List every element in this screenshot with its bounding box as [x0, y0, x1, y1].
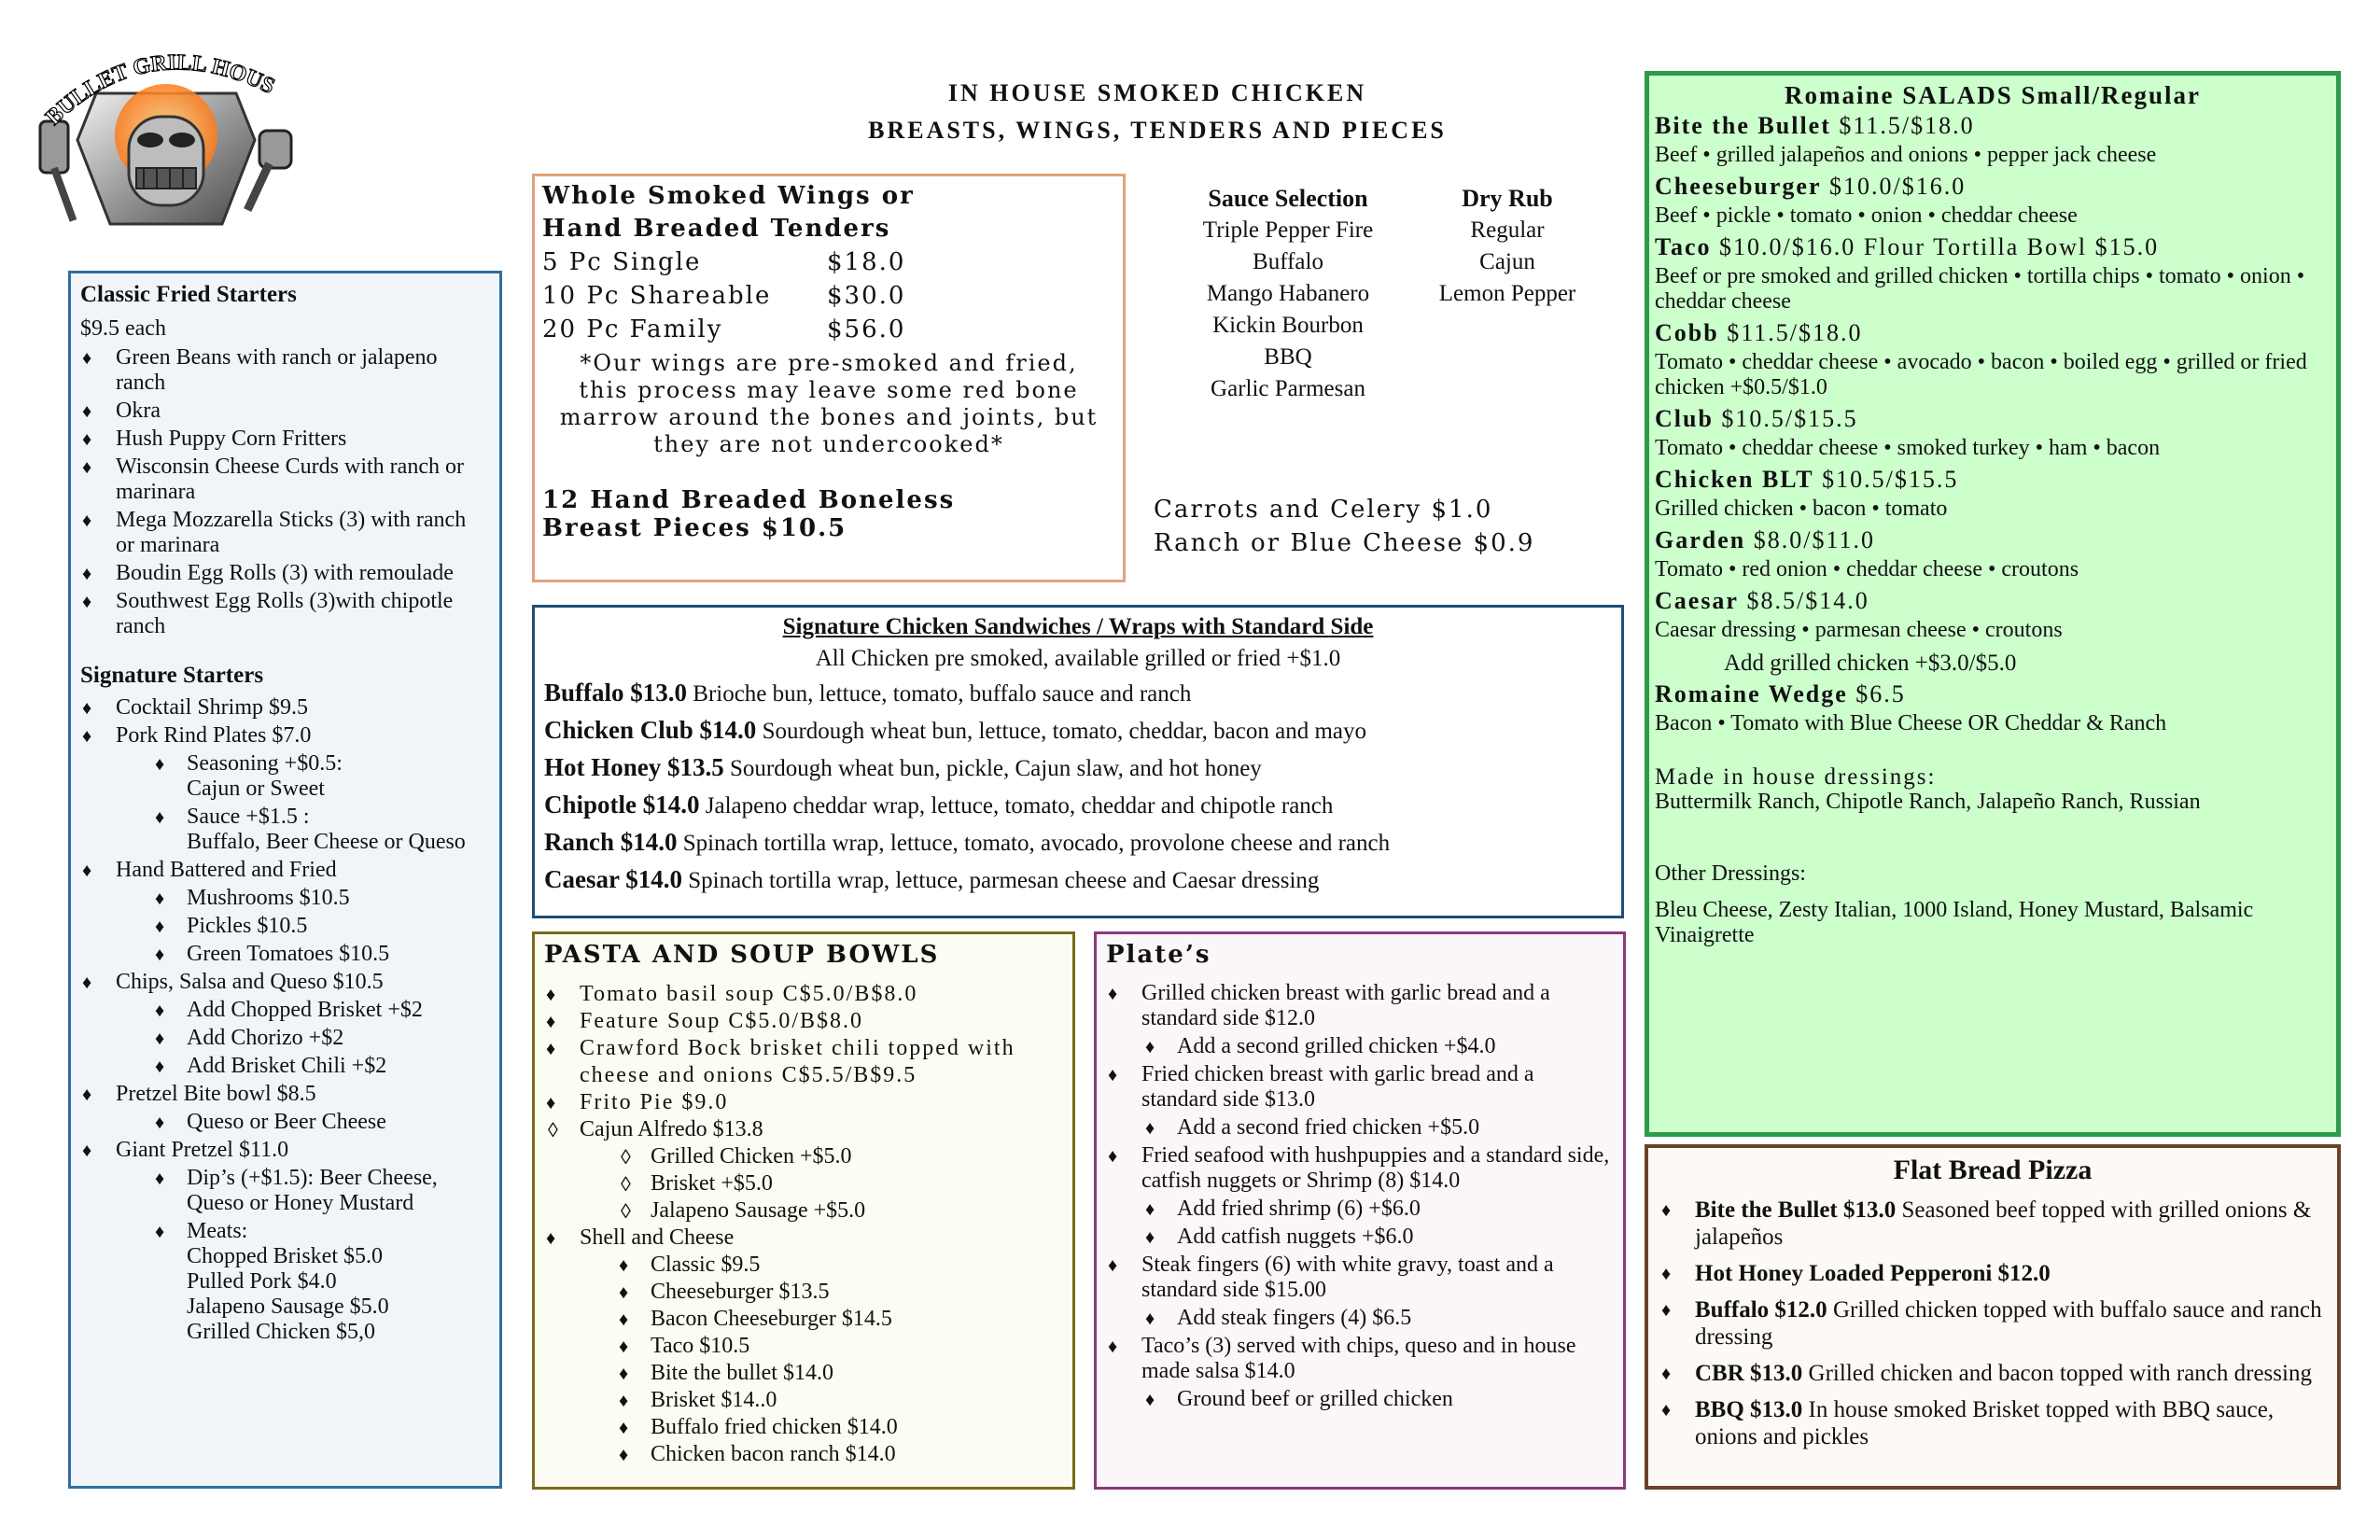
salad-item — [1655, 678, 2331, 711]
salad-desc: Tomato • cheddar cheese • smoked turkey • ham • bacon — [1655, 436, 2161, 460]
sauce-options: Buffalo, Beer Cheese or Queso — [187, 830, 466, 854]
list-item: ♦ Hush Puppy Corn Fritters — [80, 427, 490, 452]
sauce-item: Buffalo — [1253, 249, 1323, 274]
list-item — [1659, 1260, 2326, 1287]
list-item: ♦ Bite the bullet $14.0 — [544, 1360, 1063, 1387]
sandwich-desc: Brioche bun, lettuce, tomato, buffalo sauce and ranch — [687, 681, 1192, 707]
salad-name: Chicken BLT — [1655, 466, 1814, 493]
pizza-title: Flat Bread Pizza — [1893, 1155, 2093, 1185]
list-item: ♦ Crawford Bock brisket chili topped with cheese and onions C$5.5/B$9.5 — [544, 1035, 1063, 1089]
list-item: ♦ Ground beef or grilled chicken — [1106, 1387, 1614, 1412]
list-item: ♦ Add catfish nuggets +$6.0 — [1106, 1225, 1614, 1250]
salad-name: Caesar — [1655, 587, 1739, 614]
salad-item — [1655, 402, 2331, 436]
plates-section — [1094, 931, 1626, 1490]
salad-item — [1655, 316, 2331, 350]
list-item: ♦ Feature Soup C$5.0/B$8.0 — [544, 1008, 1063, 1035]
list-item: ♦ Add a second fried chicken +$5.0 — [1106, 1115, 1614, 1141]
pasta-title: PASTA AND SOUP BOWLS — [544, 941, 940, 969]
sandwich-item — [544, 824, 1612, 861]
sauce-column — [1148, 183, 1428, 405]
list-item: ♦ Queso or Beer Cheese — [80, 1110, 490, 1135]
salad-price: $10.5/$15.5 — [1813, 466, 1959, 493]
list-item: ♦ Fried chicken breast with garlic bread and a standard side $13.0 — [1106, 1062, 1614, 1113]
list-item: ♦ Dip’s (+$1.5): Beer Cheese, Queso or Honey Mustard — [80, 1166, 490, 1216]
salad-name: Cobb — [1655, 319, 1719, 346]
list-item — [1659, 1396, 2326, 1450]
salad-desc: Beef or pre smoked and grilled chicken • tortilla chips • tomato • onion • cheddar cheese — [1655, 264, 2305, 314]
list-item — [1659, 1296, 2326, 1351]
pizza-name: BBQ $13.0 — [1695, 1397, 1803, 1422]
list-item: ♦ Pickles $10.5 — [80, 914, 490, 939]
list-item: ♦ Boudin Egg Rolls (3) with remoulade — [80, 561, 490, 586]
wings-price: $56.0 — [827, 315, 906, 343]
salads-section — [1645, 71, 2341, 1137]
boneless-line-1: 12 Hand Breaded Boneless — [542, 486, 956, 514]
list-item: ♦ Green Beans with ranch or jalapeno ranch — [80, 345, 490, 396]
logo-text: BULLET GRILL HOUS — [41, 50, 279, 131]
sandwich-name: Hot Honey $13.5 — [544, 753, 724, 781]
rub-column — [1400, 183, 1615, 310]
sandwich-name: Chipotle $14.0 — [544, 791, 700, 819]
sandwich-name: Buffalo $13.0 — [544, 679, 688, 707]
wings-section — [532, 174, 1126, 582]
list-item: ♦ Bacon Cheeseburger $14.5 — [544, 1306, 1063, 1333]
list-item: ♦ Frito Pie $9.0 — [544, 1089, 1063, 1116]
plates-title: Plate’s — [1106, 941, 1211, 969]
list-item: ♦ Pork Rind Plates $7.0 — [80, 723, 490, 749]
wings-row — [542, 279, 1115, 313]
signature-starters-list — [80, 695, 490, 1345]
sandwich-desc: Jalapeno cheddar wrap, lettuce, tomato, cheddar and chipotle ranch — [699, 793, 1334, 819]
pizza-name: Hot Honey Loaded Pepperoni $12.0 — [1695, 1261, 2051, 1286]
salad-item — [1655, 109, 2331, 143]
meat-option: Jalapeno Sausage $5.0 — [187, 1295, 389, 1319]
list-item: ♦ Add Chopped Brisket +$2 — [80, 998, 490, 1023]
meat-option: Grilled Chicken $5,0 — [187, 1320, 375, 1344]
sandwich-desc: Sourdough wheat bun, pickle, Cajun slaw, and hot honey — [723, 756, 1262, 781]
sauce-item: Kickin Bourbon — [1212, 313, 1364, 338]
other-dressings-list: Bleu Cheese, Zesty Italian, 1000 Island, Honey Mustard, Balsamic Vinaigrette — [1655, 898, 2254, 947]
list-item: ♦ Cocktail Shrimp $9.5 — [80, 695, 490, 721]
plates-list — [1106, 981, 1614, 1412]
rub-item: Lemon Pepper — [1438, 281, 1576, 306]
salad-name: Garden — [1655, 526, 1746, 553]
list-item: ◊ Jalapeno Sausage +$5.0 — [544, 1197, 1063, 1225]
dressings-title: Made in house dressings: — [1655, 764, 1937, 790]
salad-desc: Tomato • cheddar cheese • avocado • bacon • boiled egg • grilled or fried chicken +$0.5/$1.0 — [1655, 350, 2307, 399]
sandwich-name: Chicken Club $14.0 — [544, 716, 757, 744]
sauce-item: Triple Pepper Fire — [1202, 217, 1374, 243]
classic-price: $9.5 each — [80, 316, 166, 341]
wings-note: *Our wings are pre-smoked and fried, this process may leave some red bone marrow around the bones and joints, but they are not undercooked* — [559, 350, 1099, 457]
list-item: ♦ Brisket $14..0 — [544, 1387, 1063, 1414]
salad-desc: Bacon • Tomato with Blue Cheese OR Cheddar & Ranch — [1655, 711, 2167, 735]
list-item: ♦ Southwest Egg Rolls (3)with chipotle ranch — [80, 589, 490, 639]
list-item: ♦ Mega Mozzarella Sticks (3) with ranch or marinara — [80, 508, 490, 558]
list-item — [1659, 1360, 2326, 1387]
sandwich-name: Ranch $14.0 — [544, 828, 678, 856]
salad-name: Cheeseburger — [1655, 173, 1822, 200]
sandwich-item — [544, 712, 1612, 749]
salad-desc: Grilled chicken • bacon • tomato — [1655, 497, 1948, 521]
salad-name: Bite the Bullet — [1655, 112, 1831, 139]
sandwich-name: Caesar $14.0 — [544, 865, 682, 893]
list-item: ◊ Cajun Alfredo $13.8 — [544, 1116, 1063, 1143]
salad-desc: Tomato • red onion • cheddar cheese • croutons — [1655, 557, 2079, 581]
logo — [26, 37, 306, 243]
pizza-list — [1659, 1197, 2326, 1450]
salad-price: $8.5/$14.0 — [1738, 587, 1869, 614]
pizza-name: Buffalo $12.0 — [1695, 1297, 1827, 1323]
list-item: ♦ Add a second grilled chicken +$4.0 — [1106, 1034, 1614, 1059]
sandwich-item — [544, 787, 1612, 824]
salad-item — [1655, 463, 2331, 497]
rub-title: Dry Rub — [1462, 185, 1553, 212]
header-line-2: BREASTS, WINGS, TENDERS AND PIECES — [868, 117, 1447, 144]
list-item: ♦ Add Chorizo +$2 — [80, 1026, 490, 1051]
starters-section — [68, 271, 502, 1489]
list-item: ♦ Add fried shrimp (6) +$6.0 — [1106, 1197, 1614, 1222]
sauce-title: Sauce Selection — [1208, 185, 1368, 212]
pizza-section — [1645, 1144, 2341, 1490]
seasoning-options: Cajun or Sweet — [187, 777, 325, 801]
list-item: ♦ Chicken bacon ranch $14.0 — [544, 1441, 1063, 1468]
salad-desc: Caesar dressing • parmesan cheese • croutons — [1655, 618, 2063, 642]
sauce-item: BBQ — [1264, 344, 1312, 370]
sandwich-item — [544, 675, 1612, 712]
sandwiches-subtitle: All Chicken pre smoked, available grilled or fried +$1.0 — [815, 646, 1341, 671]
list-item: ♦ Classic $9.5 — [544, 1252, 1063, 1279]
wings-size: 10 Pc Shareable — [542, 282, 772, 310]
list-item: ♦ Fried seafood with hushpuppies and a standard side, catfish nuggets or Shrimp (8) $14.0 — [1106, 1143, 1614, 1194]
rub-item: Cajun — [1479, 249, 1535, 274]
list-item: ♦ Cheeseburger $13.5 — [544, 1279, 1063, 1306]
dip-line: Ranch or Blue Cheese $0.9 — [1154, 529, 1535, 557]
header-line-1: IN HOUSE SMOKED CHICKEN — [947, 79, 1367, 106]
sauce-item: Mango Habanero — [1206, 281, 1370, 306]
pizza-desc: Grilled chicken topped with buffalo sauce and ranch dressing — [1695, 1297, 2322, 1350]
list-item: ♦ Grilled chicken breast with garlic bread and a standard side $12.0 — [1106, 981, 1614, 1031]
sauce-item: Garlic Parmesan — [1211, 376, 1365, 401]
salad-price: $6.5 — [1847, 680, 1906, 707]
caesar-add: Add grilled chicken +$3.0/$5.0 — [1724, 651, 2017, 676]
sandwich-item — [544, 861, 1612, 899]
list-item: ♦ Pretzel Bite bowl $8.5 — [80, 1082, 490, 1107]
list-item: ♦ Add steak fingers (4) $6.5 — [1106, 1306, 1614, 1331]
meat-option: Chopped Brisket $5.0 — [187, 1244, 383, 1268]
boneless-line-2: Breast Pieces $10.5 — [542, 514, 847, 542]
extras — [1154, 493, 1534, 560]
list-item: ♦ Taco’s (3) served with chips, queso and in house made salsa $14.0 — [1106, 1334, 1614, 1384]
wings-title-2: Hand Breaded Tenders — [542, 215, 891, 243]
wings-row — [542, 245, 1115, 279]
wings-row — [542, 313, 1115, 346]
salad-item — [1655, 524, 2331, 557]
salad-price: $10.0/$16.0 — [1821, 173, 1967, 200]
dressings-list: Buttermilk Ranch, Chipotle Ranch, Jalapeño Ranch, Russian — [1655, 790, 2201, 814]
signature-starters-title: Signature Starters — [80, 663, 264, 688]
pizza-desc: Grilled chicken and bacon topped with ranch dressing — [1802, 1361, 2312, 1386]
classic-list — [80, 345, 490, 639]
salad-price: $10.0/$16.0 Flour Tortilla Bowl $15.0 — [1711, 233, 2160, 260]
meat-option: Pulled Pork $4.0 — [187, 1269, 337, 1294]
list-item: ♦ Add Brisket Chili +$2 — [80, 1054, 490, 1079]
rub-item: Regular — [1470, 217, 1545, 243]
page-header — [560, 75, 1755, 149]
sandwiches-section — [532, 605, 1624, 918]
wings-price: $30.0 — [827, 282, 906, 310]
salad-price: $8.0/$11.0 — [1745, 526, 1875, 553]
list-item: ♦ Green Tomatoes $10.5 — [80, 942, 490, 967]
list-item: ♦ Tomato basil soup C$5.0/B$8.0 — [544, 981, 1063, 1008]
wings-title-1: Whole Smoked Wings or — [542, 182, 915, 210]
salad-name: Romaine Wedge — [1655, 680, 1848, 707]
other-dressings-title: Other Dressings: — [1655, 861, 1806, 886]
classic-title: Classic Fried Starters — [80, 282, 297, 307]
pizza-name: CBR $13.0 — [1695, 1361, 1803, 1386]
wings-price: $18.0 — [827, 248, 906, 276]
list-item: ♦ Wisconsin Cheese Curds with ranch or marinara — [80, 455, 490, 505]
list-item — [80, 1219, 490, 1345]
salad-desc: Beef • grilled jalapeños and onions • pepper jack cheese — [1655, 143, 2157, 167]
salad-name: Club — [1655, 405, 1714, 432]
list-item: ♦ Hand Battered and Fried — [80, 858, 490, 883]
salad-price: $10.5/$15.5 — [1713, 405, 1858, 432]
list-item: ♦ Chips, Salsa and Queso $10.5 — [80, 970, 490, 995]
sauce-label: Sauce +$1.5 : — [187, 805, 310, 829]
meats-label: ♦ Meats: — [187, 1219, 248, 1243]
sandwich-desc: Spinach tortilla wrap, lettuce, tomato, avocado, provolone cheese and ranch — [677, 831, 1391, 856]
list-item: ♦ Buffalo fried chicken $14.0 — [544, 1414, 1063, 1441]
list-item: ♦ Taco $10.5 — [544, 1333, 1063, 1360]
wings-size: 5 Pc Single — [542, 248, 702, 276]
salad-item — [1655, 584, 2331, 618]
salad-item — [1655, 170, 2331, 203]
pizza-desc: In house smoked Brisket topped with BBQ sauce, onions and pickles — [1695, 1397, 2275, 1449]
salad-desc: Beef • pickle • tomato • onion • cheddar cheese — [1655, 203, 2078, 228]
salad-price: $11.5/$18.0 — [1830, 112, 1975, 139]
sandwich-item — [544, 749, 1612, 787]
pizza-name: Bite the Bullet $13.0 — [1695, 1197, 1897, 1223]
salads-title: Romaine SALADS Small/Regular — [1784, 81, 2202, 109]
pasta-section — [532, 931, 1075, 1490]
sandwiches-title: Signature Chicken Sandwiches / Wraps with Standard Side — [782, 614, 1374, 639]
pasta-list — [544, 981, 1063, 1468]
salad-item — [1655, 231, 2331, 264]
wings-size: 20 Pc Family — [542, 315, 723, 343]
list-item: ♦ Giant Pretzel $11.0 — [80, 1138, 490, 1163]
list-item — [80, 805, 490, 855]
salad-name: Taco — [1655, 233, 1712, 260]
list-item: ♦ Mushrooms $10.5 — [80, 886, 490, 911]
list-item — [1659, 1197, 2326, 1251]
sandwich-desc: Spinach tortilla wrap, lettuce, parmesan cheese and Caesar dressing — [682, 868, 1320, 893]
carrots-line: Carrots and Celery $1.0 — [1154, 496, 1493, 524]
list-item — [80, 751, 490, 802]
list-item: ♦ Shell and Cheese — [544, 1225, 1063, 1252]
seasoning-label: Seasoning +$0.5: — [187, 751, 343, 776]
sandwich-desc: Sourdough wheat bun, lettuce, tomato, cheddar, bacon and mayo — [756, 719, 1366, 744]
list-item: ◊ Brisket +$5.0 — [544, 1170, 1063, 1197]
list-item: ♦ Steak fingers (6) with white gravy, toast and a standard side $15.00 — [1106, 1253, 1614, 1303]
list-item: ◊ Grilled Chicken +$5.0 — [544, 1143, 1063, 1170]
pizza-desc: Seasoned beef topped with grilled onions & jalapeños — [1695, 1197, 2312, 1250]
list-item: ♦ Okra — [80, 399, 490, 424]
salad-price: $11.5/$18.0 — [1718, 319, 1863, 346]
